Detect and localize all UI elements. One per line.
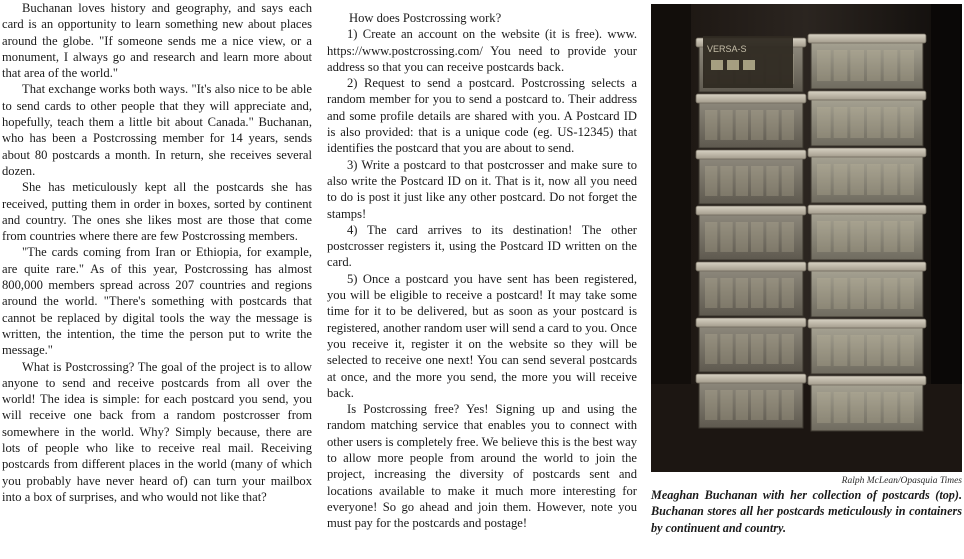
storage-box bbox=[696, 150, 806, 204]
paragraph: 3) Write a postcard to that postcrosser and make sure to also write the Postcard ID on it. That is it, now all you need to do is post it just like any other postcard. Do not forget the stamps! bbox=[327, 157, 637, 221]
storage-box bbox=[696, 262, 806, 316]
article-column-1 bbox=[2, 0, 312, 505]
paragraph: What is Postcrossing? The goal of the project is to allow anyone to send and receive postcards from all over the world! The idea is simple: for each postcard you send, you will receive one back from a random postcrosser from somewhere in the world. Why? Simply because, there are lots of people who like to receive real mail. Receiving postcards from different places in the world (many of which you probably have never heard of) can turn your mailbox into a box of surprises, and who would not like that? bbox=[2, 359, 312, 504]
paragraph: 4) The card arrives to its destination! The other postcrosser registers it, using the Postcard ID written on the card. bbox=[327, 222, 637, 270]
box-brand-label: VERSA-S bbox=[707, 44, 747, 54]
storage-box bbox=[808, 376, 926, 431]
postcard-boxes-photo bbox=[651, 4, 962, 472]
storage-box bbox=[808, 91, 926, 146]
paragraph: Buchanan loves history and geography, and says each card is an opportunity to learn something new about places around the globe. "If someone sends me a nice view, or a monument, I always go and research and learn more about that area of the world." bbox=[2, 1, 312, 81]
storage-box bbox=[696, 206, 806, 260]
section-heading: How does Postcrossing work? bbox=[349, 11, 502, 25]
storage-box bbox=[808, 262, 926, 317]
storage-box bbox=[808, 148, 926, 203]
article-column-2 bbox=[327, 10, 637, 532]
paragraph: 2) Request to send a postcard. Postcrossing selects a random member for you to send a postcard to. Their address and some profile details are shared with you. A Postcard ID is also provided: that is a unique code (eg. US-12345) that identifies the postcard that you are about to send. bbox=[327, 76, 637, 156]
photo-credit: Ralph McLean/Opasquia Times bbox=[841, 476, 962, 486]
storage-box bbox=[696, 374, 806, 428]
photo-illustration bbox=[651, 4, 962, 472]
storage-box bbox=[808, 319, 926, 374]
storage-box bbox=[696, 318, 806, 372]
paragraph: 1) Create an account on the website (it is free). www. https://www.postcrossing.com/ You need to provide your address so that you can receive postcards back. bbox=[327, 27, 637, 74]
paragraph: She has meticulously kept all the postcards she has received, putting them in order in boxes, sorted by continent and country. The ones she likes most are those that come from countries where there are few Postcrossing members. bbox=[2, 180, 312, 244]
photo-caption: Meaghan Buchanan with her collection of postcards (top). Buchanan stores all her postcards meticulously in containers by continuent and country. bbox=[651, 488, 962, 535]
paragraph: Is Postcrossing free? Yes! Signing up and using the random matching service that enables you to connect with other users is completely free. We believe this is the best way to allow more people from around the world to join the project, increasing the diversity of postcards sent and locations available to make it much more interesting for everyone! So go ahead and join them. However, note you must pay for the postcards and postage! bbox=[327, 402, 637, 531]
paragraph: That exchange works both ways. "It's also nice to be able to send cards to other people that they will appreciate and, hopefully, teach them a little bit about Canada." Buchanan, who has been a Postcrossing member for 14 years, sends about 80 postcards a month. In return, she receives several dozen. bbox=[2, 82, 312, 178]
paragraph: 5) Once a postcard you have sent has been registered, you will be eligible to receive a postcard! It may take some time for it to be delivered, but as soon as your postcard is registered, another random user will send a card to you. Once you receive it, register it on the website so they will be selected to receive one next! You can send several postcards at once, and the more you send, the more you will receive back. bbox=[327, 271, 637, 400]
storage-box bbox=[696, 94, 806, 148]
paragraph: "The cards coming from Iran or Ethiopia, for example, are quite rare." As of this year, Postcrossing has almost 800,000 members spread across 207 countries and regions around the world. "There's something with postcards that cannot be replaced by digital tools the way the message is written, the intention, the time the person put to write the message." bbox=[2, 245, 312, 358]
storage-box bbox=[808, 205, 926, 260]
storage-box bbox=[808, 34, 926, 89]
